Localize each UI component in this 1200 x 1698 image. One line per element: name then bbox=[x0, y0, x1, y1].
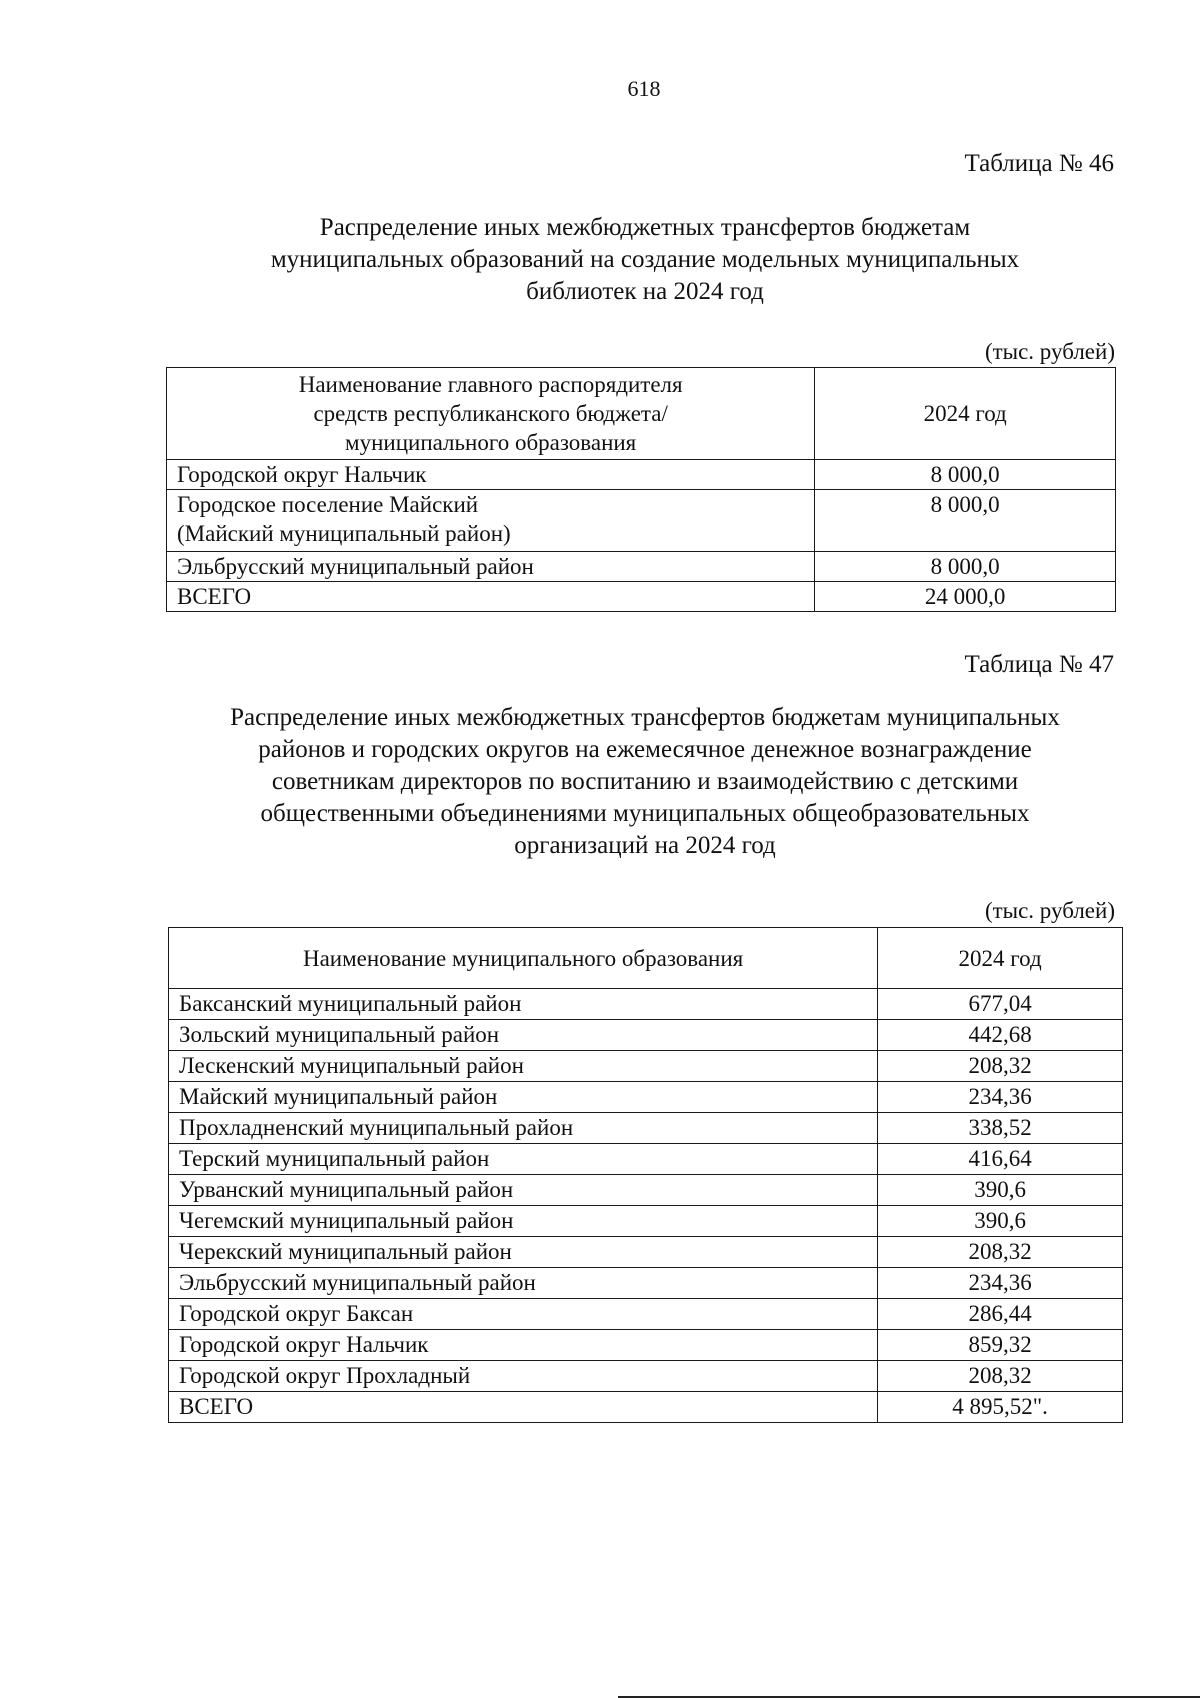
row-name-line: Городское поселение Майский bbox=[177, 492, 479, 517]
title-line: районов и городских округов на ежемесячное денежное вознаграждение bbox=[258, 736, 1032, 763]
table-row bbox=[169, 1268, 1123, 1299]
table-row bbox=[169, 1299, 1123, 1330]
row-name-line: (Майский муниципальный район) bbox=[177, 521, 511, 546]
table-row bbox=[169, 1051, 1123, 1082]
table-row bbox=[169, 1113, 1123, 1144]
total-value: 4 895,52". bbox=[878, 1392, 1123, 1423]
table-header-row bbox=[169, 928, 1123, 989]
row-value: 8 000,0 bbox=[815, 552, 1116, 582]
row-value: 234,36 bbox=[878, 1268, 1123, 1299]
row-name: Лескенский муниципальный район bbox=[169, 1051, 878, 1082]
row-value: 442,68 bbox=[878, 1020, 1123, 1051]
table-46-title bbox=[150, 212, 1140, 308]
table-46 bbox=[166, 367, 1116, 612]
title-line: библиотек на 2024 год bbox=[526, 278, 764, 305]
row-value: 390,6 bbox=[878, 1175, 1123, 1206]
table-46-units: (тыс. рублей) bbox=[984, 339, 1115, 364]
table-row bbox=[169, 1175, 1123, 1206]
title-line: советникам директоров по воспитанию и взаимодействию с детскими bbox=[271, 768, 1019, 795]
row-name: Городской округ Нальчик bbox=[169, 1330, 878, 1361]
row-name: Городской округ Баксан bbox=[169, 1299, 878, 1330]
row-name: Чегемский муниципальный район bbox=[169, 1206, 878, 1237]
row-value: 208,32 bbox=[878, 1361, 1123, 1392]
table-row bbox=[167, 552, 1116, 582]
row-value: 234,36 bbox=[878, 1082, 1123, 1113]
row-value: 859,32 bbox=[878, 1330, 1123, 1361]
row-name: Эльбрусский муниципальный район bbox=[167, 552, 815, 582]
header-name: Наименование муниципального образования bbox=[169, 928, 878, 989]
header-year: 2024 год bbox=[878, 928, 1123, 989]
row-value: 8 000,0 bbox=[815, 490, 1116, 552]
table-header-row bbox=[167, 368, 1116, 460]
row-value: 286,44 bbox=[878, 1299, 1123, 1330]
total-label: ВСЕГО bbox=[167, 582, 815, 612]
title-line: муниципальных образований на создание модельных муниципальных bbox=[270, 246, 1020, 273]
row-value: 390,6 bbox=[878, 1206, 1123, 1237]
header-year: 2024 год bbox=[815, 368, 1116, 460]
row-name: Эльбрусский муниципальный район bbox=[169, 1268, 878, 1299]
table-row bbox=[169, 989, 1123, 1020]
table-row bbox=[169, 1330, 1123, 1361]
row-name: Прохладненский муниципальный район bbox=[169, 1113, 878, 1144]
table-47 bbox=[168, 927, 1123, 1423]
row-name: Майский муниципальный район bbox=[169, 1082, 878, 1113]
row-name: Терский муниципальный район bbox=[169, 1144, 878, 1175]
row-value: 8 000,0 bbox=[815, 460, 1116, 490]
table-row bbox=[169, 1144, 1123, 1175]
title-line: организаций на 2024 год bbox=[514, 832, 776, 859]
title-line: Распределение иных межбюджетных трансфертов бюджетам bbox=[319, 214, 971, 241]
header-line: средств республиканского бюджета/ bbox=[313, 401, 668, 426]
table-row bbox=[169, 1020, 1123, 1051]
header-line: Наименование главного распорядителя bbox=[298, 372, 683, 397]
table-46-label: Таблица № 46 bbox=[964, 150, 1114, 177]
table-row bbox=[169, 1361, 1123, 1392]
page-number: 618 bbox=[627, 76, 661, 101]
row-name: Урванский муниципальный район bbox=[169, 1175, 878, 1206]
row-name: Черекский муниципальный район bbox=[169, 1237, 878, 1268]
row-name: Баксанский муниципальный район bbox=[169, 989, 878, 1020]
table-row bbox=[169, 1082, 1123, 1113]
table-47-title bbox=[150, 702, 1140, 862]
table-47-units: (тыс. рублей) bbox=[984, 898, 1115, 923]
row-name bbox=[167, 490, 815, 552]
table-total-row bbox=[169, 1392, 1123, 1423]
row-value: 677,04 bbox=[878, 989, 1123, 1020]
row-value: 208,32 bbox=[878, 1051, 1123, 1082]
row-value: 208,32 bbox=[878, 1237, 1123, 1268]
row-value: 416,64 bbox=[878, 1144, 1123, 1175]
header-name bbox=[167, 368, 815, 460]
title-line: Распределение иных межбюджетных трансфертов бюджетам муниципальных bbox=[230, 704, 1060, 731]
header-line: муниципального образования bbox=[345, 430, 637, 455]
row-name: Городской округ Прохладный bbox=[169, 1361, 878, 1392]
total-label: ВСЕГО bbox=[169, 1392, 878, 1423]
table-row bbox=[167, 490, 1116, 552]
table-47-label: Таблица № 47 bbox=[964, 651, 1114, 678]
table-row bbox=[169, 1237, 1123, 1268]
total-value: 24 000,0 bbox=[815, 582, 1116, 612]
row-name: Городской округ Нальчик bbox=[167, 460, 815, 490]
title-line: общественными объединениями муниципальных общеобразовательных bbox=[260, 800, 1030, 827]
table-row bbox=[167, 460, 1116, 490]
table-row bbox=[169, 1206, 1123, 1237]
row-value: 338,52 bbox=[878, 1113, 1123, 1144]
table-total-row bbox=[167, 582, 1116, 612]
row-name: Зольский муниципальный район bbox=[169, 1020, 878, 1051]
